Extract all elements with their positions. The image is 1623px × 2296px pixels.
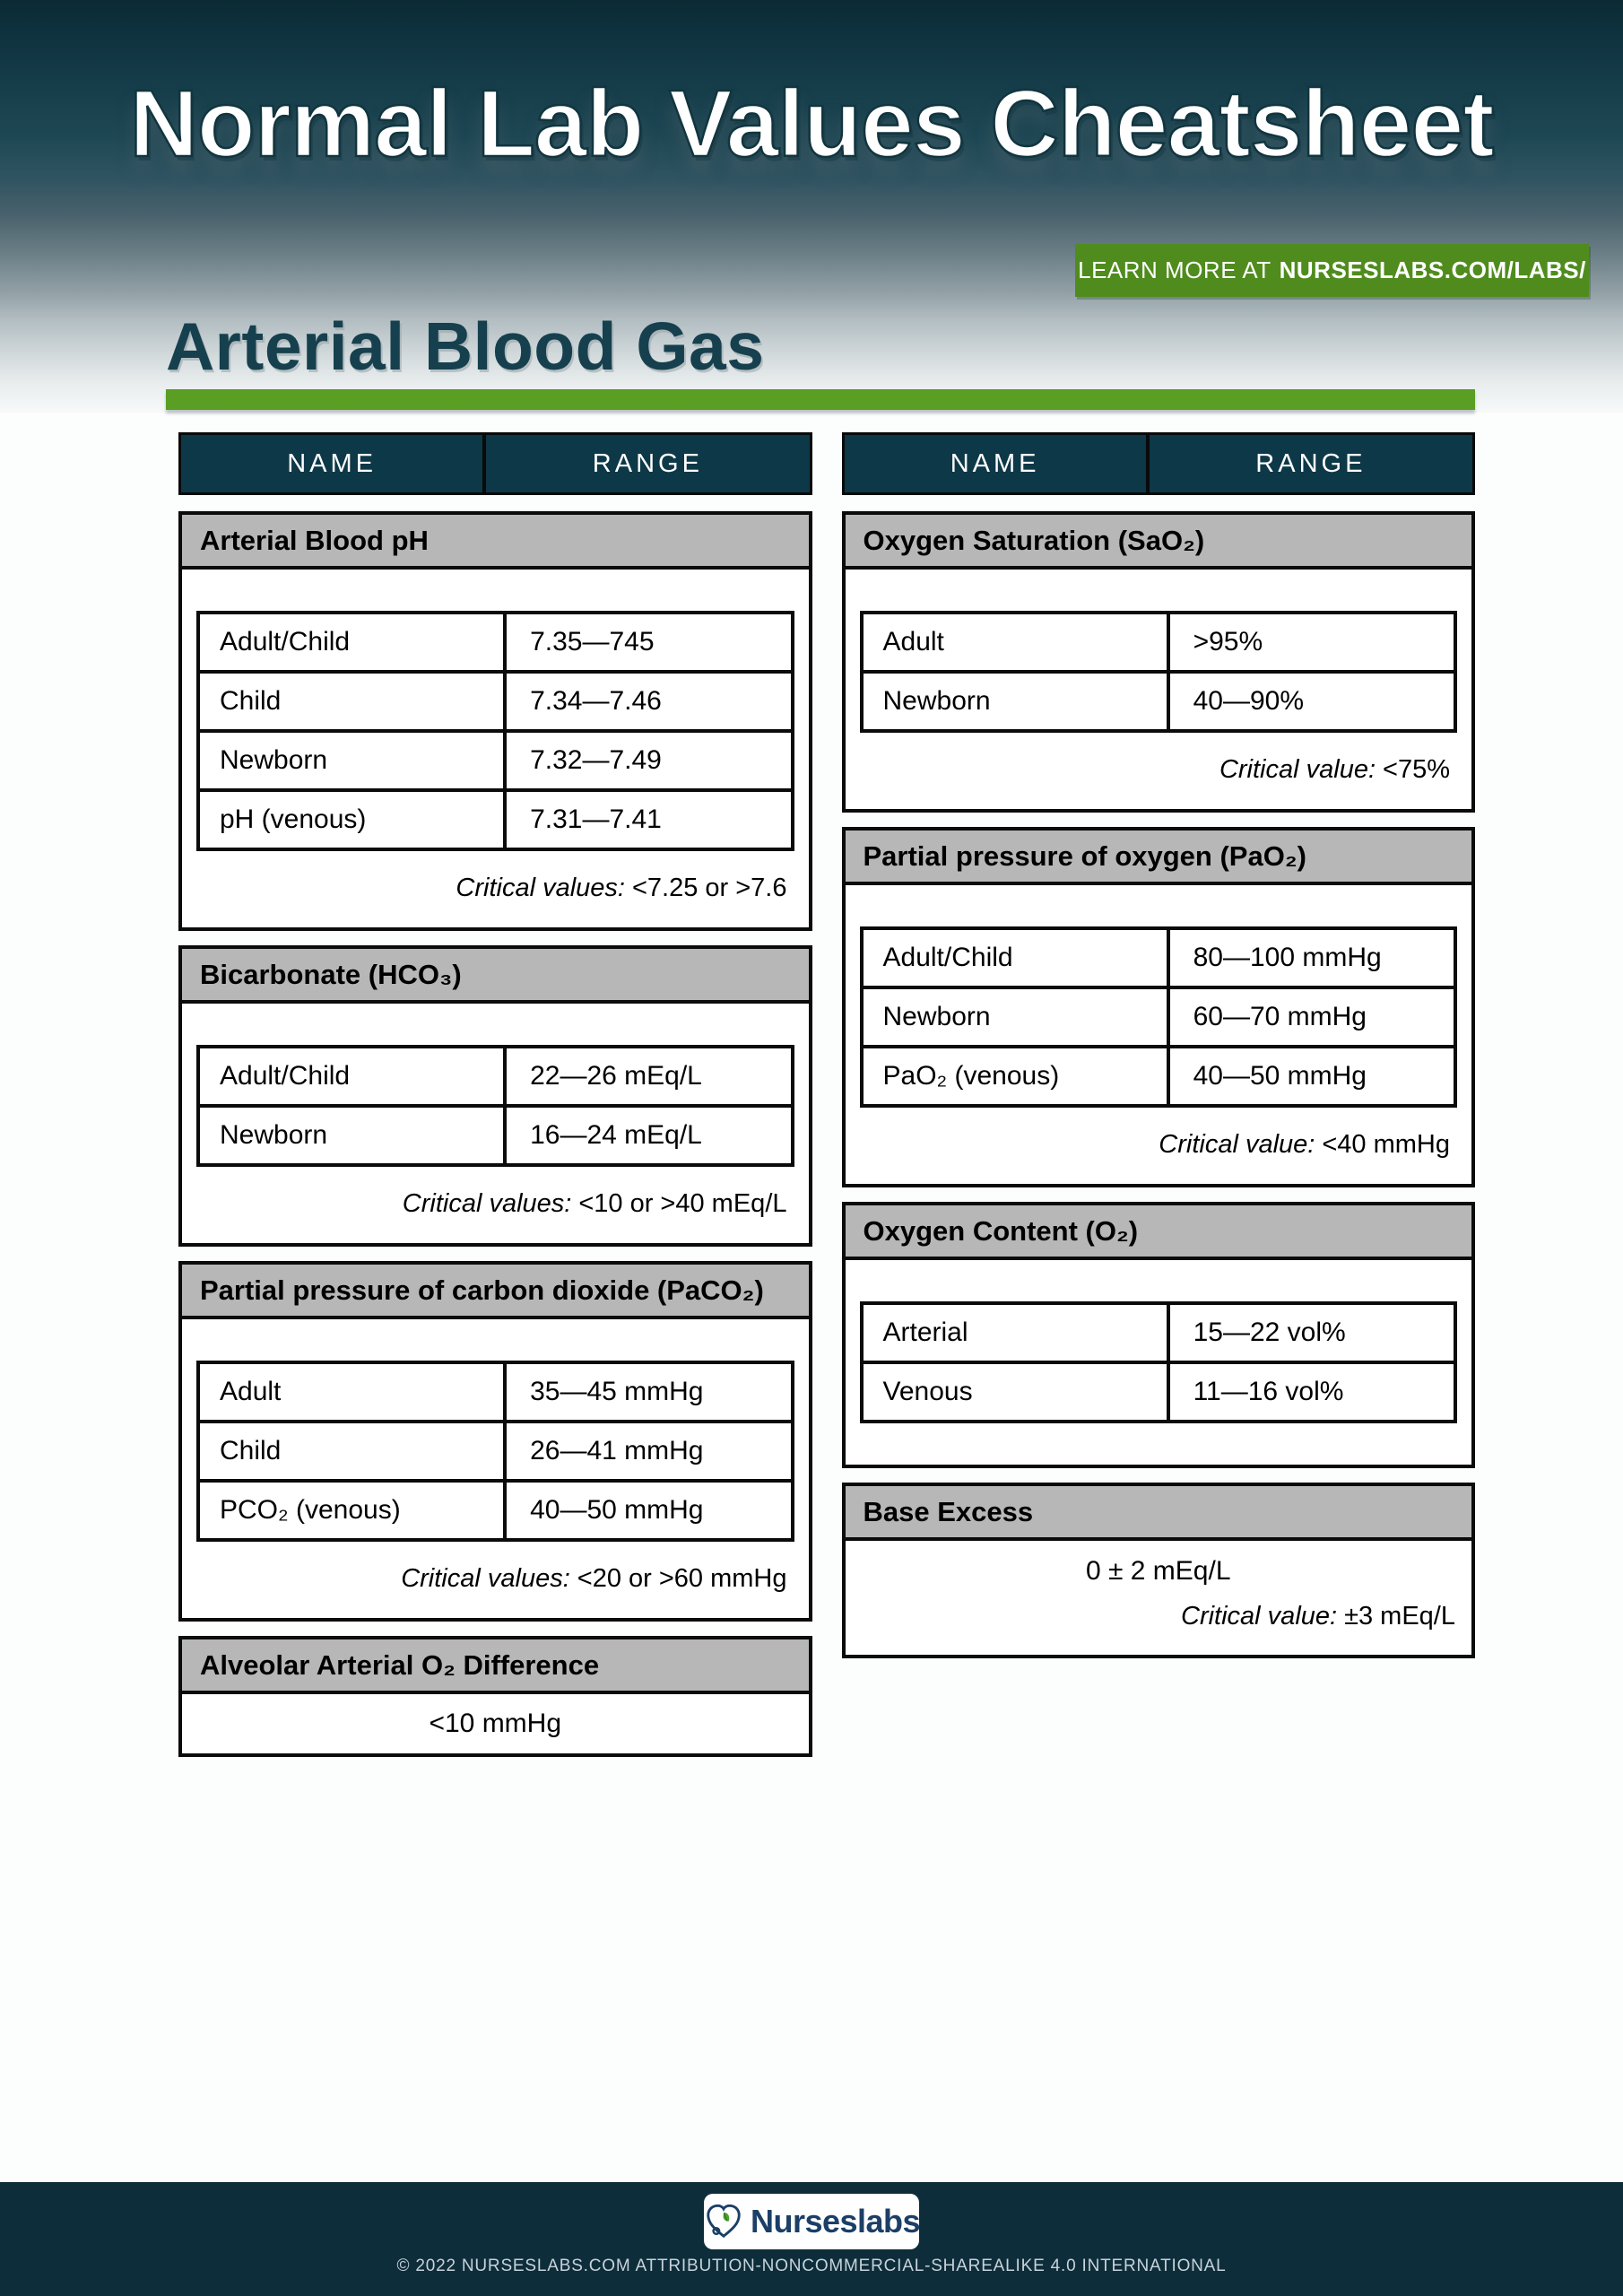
row-label: Adult/Child bbox=[200, 1048, 507, 1104]
section-base-excess bbox=[842, 1483, 1476, 1658]
right-table-header bbox=[842, 432, 1476, 495]
section-oxygen-saturation bbox=[842, 511, 1476, 813]
row-value: 7.31—7.41 bbox=[530, 804, 662, 834]
critical-values-line bbox=[846, 1598, 1472, 1655]
row-value: 40—50 mmHg bbox=[1193, 1061, 1367, 1091]
section-title: Oxygen Saturation (SaO₂) bbox=[846, 515, 1472, 570]
section-alveolar-arterial-o2-difference bbox=[178, 1636, 812, 1757]
footer-bar bbox=[0, 2182, 1623, 2296]
critical-label: Critical value: bbox=[1219, 755, 1376, 784]
critical-label: Critical value: bbox=[1159, 1130, 1315, 1159]
row-label: Child bbox=[200, 1423, 507, 1479]
critical-values-line bbox=[196, 1542, 794, 1618]
critical-value: <40 mmHg bbox=[1322, 1130, 1450, 1159]
section-title: Partial pressure of oxygen (PaO₂) bbox=[846, 831, 1472, 885]
values-table bbox=[860, 611, 1458, 733]
critical-label: Critical values: bbox=[456, 874, 625, 902]
table-row bbox=[864, 930, 1454, 989]
critical-value: ±3 mEq/L bbox=[1344, 1602, 1455, 1631]
row-label: Adult/Child bbox=[864, 930, 1170, 986]
section-title: Oxygen Content (O₂) bbox=[846, 1205, 1472, 1260]
row-value: 7.32—7.49 bbox=[530, 745, 662, 775]
nurseslabs-logo[interactable] bbox=[704, 2194, 919, 2249]
table-row bbox=[200, 1364, 791, 1423]
single-value: <10 mmHg bbox=[429, 1709, 562, 1738]
table-row bbox=[200, 674, 791, 733]
table-row bbox=[200, 1108, 791, 1163]
section-oxygen-content bbox=[842, 1202, 1476, 1468]
section-pao2 bbox=[842, 827, 1476, 1187]
values-table bbox=[196, 1045, 794, 1167]
row-value: 22—26 mEq/L bbox=[530, 1061, 702, 1091]
row-value: 40—90% bbox=[1193, 686, 1304, 716]
row-label: Adult bbox=[864, 614, 1170, 670]
critical-values-line bbox=[860, 1108, 1458, 1184]
row-label: Adult/Child bbox=[200, 614, 507, 670]
values-table bbox=[196, 1361, 794, 1542]
row-label: Newborn bbox=[864, 989, 1170, 1045]
single-value: 0 ± 2 mEq/L bbox=[1085, 1556, 1231, 1586]
section-paco2 bbox=[178, 1261, 812, 1622]
arterial-blood-gas-heading: Arterial Blood Gas bbox=[166, 309, 765, 384]
row-value: 15—22 vol% bbox=[1193, 1318, 1346, 1347]
critical-label: Critical values: bbox=[401, 1564, 570, 1593]
section-title: Bicarbonate (HCO₃) bbox=[182, 949, 809, 1004]
critical-label: Critical values: bbox=[402, 1189, 572, 1218]
learn-more-banner[interactable] bbox=[1075, 244, 1589, 297]
row-value: 11—16 vol% bbox=[1193, 1377, 1344, 1406]
critical-value: <75% bbox=[1383, 755, 1450, 784]
range-column-header: RANGE bbox=[592, 448, 703, 478]
row-label: pH (venous) bbox=[200, 792, 507, 848]
row-value: 40—50 mmHg bbox=[530, 1495, 704, 1525]
hero-header bbox=[0, 0, 1623, 413]
table-row bbox=[200, 1423, 791, 1483]
section-heading-wrap bbox=[166, 309, 1475, 410]
name-column-header: NAME bbox=[845, 435, 1150, 492]
section-title: Base Excess bbox=[846, 1486, 1472, 1541]
range-column-header: RANGE bbox=[1255, 448, 1367, 478]
critical-values-line bbox=[196, 1167, 794, 1243]
row-label: Venous bbox=[864, 1364, 1170, 1420]
row-label: Child bbox=[200, 674, 507, 729]
copyright-line: © 2022 NURSESLABS.COM ATTRIBUTION-NONCOMMERCIAL-SHAREALIKE 4.0 INTERNATIONAL bbox=[396, 2257, 1227, 2275]
section-arterial-blood-ph bbox=[178, 511, 812, 931]
row-label: Adult bbox=[200, 1364, 507, 1420]
values-table bbox=[860, 1301, 1458, 1423]
section-title: Alveolar Arterial O₂ Difference bbox=[182, 1639, 809, 1694]
table-row bbox=[864, 674, 1454, 729]
table-row bbox=[200, 1483, 791, 1538]
row-label: Newborn bbox=[200, 733, 507, 788]
critical-value: <20 or >60 mmHg bbox=[577, 1564, 787, 1593]
table-row bbox=[200, 614, 791, 674]
values-table bbox=[196, 611, 794, 851]
critical-label: Critical value: bbox=[1181, 1602, 1338, 1631]
row-label: Newborn bbox=[200, 1108, 507, 1163]
page-title: Normal Lab Values Cheatsheet bbox=[129, 71, 1494, 177]
banner-url[interactable]: NURSESLABS.COM/LABS/ bbox=[1279, 257, 1586, 283]
section-title: Arterial Blood pH bbox=[182, 515, 809, 570]
nurseslabs-logo-text: Nurseslabs bbox=[750, 2203, 921, 2239]
table-row bbox=[864, 1364, 1454, 1420]
table-row bbox=[864, 1305, 1454, 1364]
left-table-header bbox=[178, 432, 812, 495]
row-label: PaO₂ (venous) bbox=[864, 1048, 1170, 1104]
critical-values-line bbox=[196, 851, 794, 927]
banner-prefix: LEARN MORE AT bbox=[1078, 257, 1271, 283]
name-column-header: NAME bbox=[181, 435, 486, 492]
row-value: 7.34—7.46 bbox=[530, 686, 662, 716]
row-value: 35—45 mmHg bbox=[530, 1377, 704, 1406]
critical-values-line bbox=[860, 733, 1458, 809]
right-column bbox=[842, 432, 1476, 1771]
values-table bbox=[860, 926, 1458, 1108]
green-underline-rule bbox=[166, 389, 1475, 410]
section-title: Partial pressure of carbon dioxide (PaCO₂) bbox=[182, 1265, 809, 1319]
table-row bbox=[864, 989, 1454, 1048]
row-label: PCO₂ (venous) bbox=[200, 1483, 507, 1538]
left-column bbox=[178, 432, 812, 1771]
table-row bbox=[864, 614, 1454, 674]
nurseslabs-logo-icon bbox=[703, 2201, 744, 2242]
row-value: 7.35—745 bbox=[530, 627, 655, 657]
row-value: 26—41 mmHg bbox=[530, 1436, 704, 1465]
table-row bbox=[200, 792, 791, 848]
table-row bbox=[200, 733, 791, 792]
row-value: 16—24 mEq/L bbox=[530, 1120, 702, 1150]
table-row bbox=[200, 1048, 791, 1108]
row-label: Arterial bbox=[864, 1305, 1170, 1361]
section-bicarbonate bbox=[178, 945, 812, 1247]
row-value: 80—100 mmHg bbox=[1193, 943, 1382, 972]
row-label: Newborn bbox=[864, 674, 1170, 729]
table-row bbox=[864, 1048, 1454, 1104]
critical-value: <10 or >40 mEq/L bbox=[578, 1189, 787, 1218]
critical-value: <7.25 or >7.6 bbox=[631, 874, 787, 902]
row-value: >95% bbox=[1193, 627, 1263, 657]
row-value: 60—70 mmHg bbox=[1193, 1002, 1367, 1031]
tables-area bbox=[0, 413, 1623, 1771]
